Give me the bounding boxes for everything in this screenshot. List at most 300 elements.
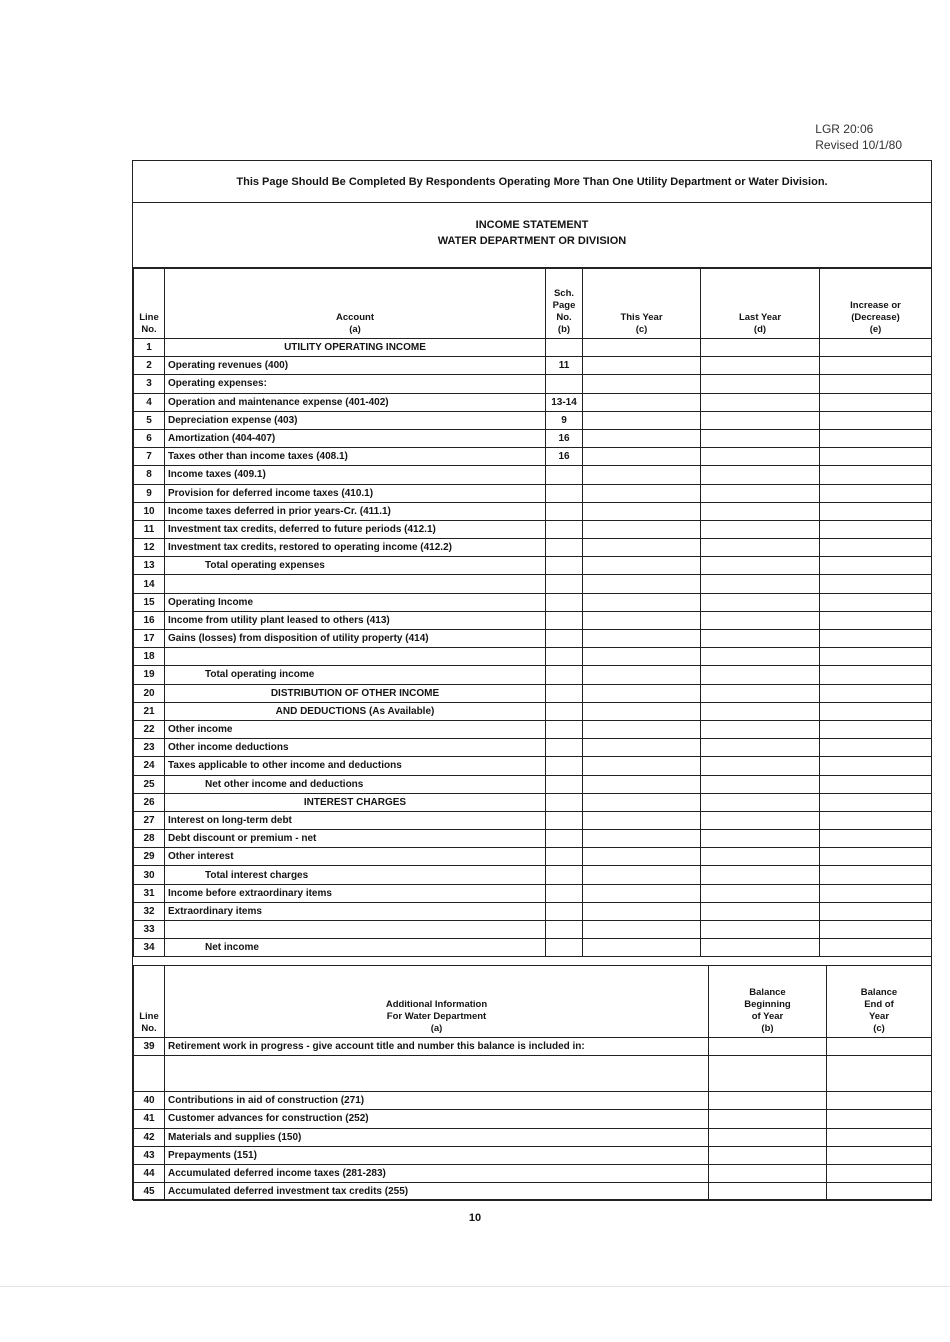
account-cell: Gains (losses) from disposition of utility property (414) [165,630,546,648]
balance-end-cell[interactable] [827,1110,932,1128]
increase-cell[interactable] [820,648,932,666]
account-cell: Depreciation expense (403) [165,411,546,429]
last-year-cell[interactable] [701,630,820,648]
account-cell: Amortization (404-407) [165,429,546,447]
last-year-cell[interactable] [701,921,820,939]
last-year-cell[interactable] [701,848,820,866]
line-number: 1 [134,339,165,357]
table-row [134,357,932,375]
increase-cell[interactable] [820,811,932,829]
table-row [134,848,932,866]
table-row [134,811,932,829]
increase-cell[interactable] [820,339,932,357]
account-cell [165,921,546,939]
last-year-cell[interactable] [701,339,820,357]
line-number: 12 [134,539,165,557]
increase-cell[interactable] [820,484,932,502]
balance-begin-cell[interactable] [709,1128,827,1146]
line-number: 21 [134,702,165,720]
list-item [134,1146,932,1164]
add-col-balance-begin: Balance Beginning of Year (b) [709,966,827,1038]
increase-cell[interactable] [820,357,932,375]
account-cell: Income before extraordinary items [165,884,546,902]
sch-page-cell [546,884,583,902]
table-row [134,666,932,684]
table-row [134,739,932,757]
last-year-cell[interactable] [701,830,820,848]
balance-end-cell[interactable] [827,1183,932,1201]
increase-cell[interactable] [820,702,932,720]
sch-page-cell: 13-14 [546,393,583,411]
this-year-cell[interactable] [583,775,701,793]
sch-page-cell [546,557,583,575]
account-cell: Total operating expenses [165,557,546,575]
sch-page-cell [546,375,583,393]
form-header [815,121,902,153]
this-year-cell[interactable] [583,466,701,484]
account-cell: Other income [165,720,546,738]
this-year-cell[interactable] [583,357,701,375]
last-year-cell[interactable] [701,775,820,793]
line-number: 27 [134,811,165,829]
line-number [134,1056,165,1092]
account-cell [165,575,546,593]
this-year-cell[interactable] [583,739,701,757]
col-last-year: Last Year (d) [701,269,820,339]
this-year-cell[interactable] [583,811,701,829]
add-col-info: Additional Information For Water Department (a) [165,966,709,1038]
table-row [134,411,932,429]
last-year-cell[interactable] [701,593,820,611]
line-number: 9 [134,484,165,502]
balance-end-cell[interactable] [827,1164,932,1182]
table-row [134,702,932,720]
balance-begin-cell[interactable] [709,1164,827,1182]
line-number: 30 [134,866,165,884]
info-cell: Contributions in aid of construction (271) [165,1092,709,1110]
table-row [134,720,932,738]
this-year-cell[interactable] [583,921,701,939]
last-year-cell[interactable] [701,393,820,411]
column-header-row [134,269,932,339]
increase-cell[interactable] [820,720,932,738]
account-cell: Taxes applicable to other income and deductions [165,757,546,775]
last-year-cell[interactable] [701,611,820,629]
this-year-cell[interactable] [583,429,701,447]
sch-page-cell [546,502,583,520]
account-cell: Debt discount or premium - net [165,830,546,848]
statement-title [133,203,931,268]
last-year-cell[interactable] [701,429,820,447]
last-year-cell[interactable] [701,539,820,557]
line-number: 3 [134,375,165,393]
this-year-cell[interactable] [583,648,701,666]
line-number: 31 [134,884,165,902]
increase-cell[interactable] [820,375,932,393]
line-number: 43 [134,1146,165,1164]
increase-cell[interactable] [820,539,932,557]
this-year-cell[interactable] [583,757,701,775]
increase-cell[interactable] [820,611,932,629]
increase-cell[interactable] [820,739,932,757]
last-year-cell[interactable] [701,557,820,575]
balance-begin-cell[interactable] [709,1038,827,1056]
account-cell: Total interest charges [165,866,546,884]
sch-page-cell [546,902,583,920]
col-this-year: This Year (c) [583,269,701,339]
line-number: 11 [134,520,165,538]
table-row [134,775,932,793]
last-year-cell[interactable] [701,448,820,466]
table-row [134,630,932,648]
col-line-no: Line No. [134,269,165,339]
sch-page-cell [546,921,583,939]
page-bottom-rule [0,1286,950,1287]
sch-page-cell [546,702,583,720]
sch-page-cell: 16 [546,429,583,447]
increase-cell[interactable] [820,557,932,575]
sch-page-cell [546,848,583,866]
last-year-cell[interactable] [701,520,820,538]
table-row [134,393,932,411]
increase-cell[interactable] [820,429,932,447]
col-increase-decrease: Increase or (Decrease) (e) [820,269,932,339]
account-cell: Total operating income [165,666,546,684]
last-year-cell[interactable] [701,884,820,902]
account-cell: Operation and maintenance expense (401-402) [165,393,546,411]
info-cell: Retirement work in progress - give account title and number this balance is included in: [165,1038,709,1056]
table-row [134,502,932,520]
balance-end-cell[interactable] [827,1038,932,1056]
table-row [134,793,932,811]
this-year-cell[interactable] [583,720,701,738]
list-item [134,1092,932,1110]
line-number: 26 [134,793,165,811]
this-year-cell[interactable] [583,793,701,811]
this-year-cell[interactable] [583,902,701,920]
sch-page-cell [546,720,583,738]
this-year-cell[interactable] [583,411,701,429]
last-year-cell[interactable] [701,648,820,666]
table-row [134,757,932,775]
this-year-cell[interactable] [583,339,701,357]
table-row [134,484,932,502]
balance-begin-cell[interactable] [709,1110,827,1128]
this-year-cell[interactable] [583,611,701,629]
increase-cell[interactable] [820,793,932,811]
sch-page-cell [546,648,583,666]
instruction-banner: This Page Should Be Completed By Respondents Operating More Than One Utility Department or Water Division. [133,161,931,203]
last-year-cell[interactable] [701,357,820,375]
line-number: 33 [134,921,165,939]
table-row [134,539,932,557]
increase-cell[interactable] [820,921,932,939]
increase-cell[interactable] [820,466,932,484]
account-cell: AND DEDUCTIONS (As Available) [165,702,546,720]
this-year-cell[interactable] [583,557,701,575]
this-year-cell[interactable] [583,866,701,884]
this-year-cell[interactable] [583,593,701,611]
line-number: 28 [134,830,165,848]
last-year-cell[interactable] [701,939,820,957]
list-item [134,1038,932,1056]
title-line-1: INCOME STATEMENT [475,219,589,231]
line-number: 8 [134,466,165,484]
account-cell: Other interest [165,848,546,866]
this-year-cell[interactable] [583,575,701,593]
this-year-cell[interactable] [583,502,701,520]
line-number: 15 [134,593,165,611]
increase-cell[interactable] [820,830,932,848]
last-year-cell[interactable] [701,702,820,720]
additional-information-table [133,965,932,1201]
form-id: LGR 20:06 [815,122,874,136]
increase-cell[interactable] [820,593,932,611]
last-year-cell[interactable] [701,375,820,393]
col-account: Account (a) [165,269,546,339]
line-number: 19 [134,666,165,684]
account-cell: Net income [165,939,546,957]
last-year-cell[interactable] [701,793,820,811]
last-year-cell[interactable] [701,866,820,884]
line-number: 32 [134,902,165,920]
info-cell: Materials and supplies (150) [165,1128,709,1146]
info-cell: Accumulated deferred investment tax credits (255) [165,1183,709,1201]
list-item [134,1056,932,1092]
sch-page-cell [546,684,583,702]
increase-cell[interactable] [820,575,932,593]
table-row [134,375,932,393]
line-number: 13 [134,557,165,575]
last-year-cell[interactable] [701,684,820,702]
last-year-cell[interactable] [701,502,820,520]
title-line-2: WATER DEPARTMENT OR DIVISION [437,235,627,247]
sch-page-cell [546,484,583,502]
increase-cell[interactable] [820,884,932,902]
line-number: 42 [134,1128,165,1146]
sch-page-cell [546,793,583,811]
increase-cell[interactable] [820,448,932,466]
this-year-cell[interactable] [583,393,701,411]
line-number: 23 [134,739,165,757]
line-number: 16 [134,611,165,629]
sch-page-cell [546,339,583,357]
increase-cell[interactable] [820,666,932,684]
last-year-cell[interactable] [701,720,820,738]
sch-page-cell [546,466,583,484]
line-number: 10 [134,502,165,520]
table-row [134,684,932,702]
sch-page-cell [546,939,583,957]
line-number: 7 [134,448,165,466]
account-cell: Operating revenues (400) [165,357,546,375]
line-number: 39 [134,1038,165,1056]
this-year-cell[interactable] [583,539,701,557]
sch-page-cell: 11 [546,357,583,375]
balance-begin-cell[interactable] [709,1092,827,1110]
account-cell: Investment tax credits, restored to operating income (412.2) [165,539,546,557]
line-number: 4 [134,393,165,411]
table-row [134,939,932,957]
last-year-cell[interactable] [701,739,820,757]
table-row [134,830,932,848]
last-year-cell[interactable] [701,902,820,920]
last-year-cell[interactable] [701,411,820,429]
increase-cell[interactable] [820,902,932,920]
line-number: 44 [134,1164,165,1182]
line-number: 40 [134,1092,165,1110]
this-year-cell[interactable] [583,448,701,466]
add-col-balance-end: Balance End of Year (c) [827,966,932,1038]
account-cell: Operating Income [165,593,546,611]
increase-cell[interactable] [820,866,932,884]
sch-page-cell [546,593,583,611]
increase-cell[interactable] [820,684,932,702]
line-number: 6 [134,429,165,447]
list-item [134,1110,932,1128]
table-row [134,866,932,884]
additional-header-row [134,966,932,1038]
account-cell: INTEREST CHARGES [165,793,546,811]
table-row [134,520,932,538]
this-year-cell[interactable] [583,520,701,538]
last-year-cell[interactable] [701,811,820,829]
last-year-cell[interactable] [701,757,820,775]
increase-cell[interactable] [820,848,932,866]
line-number: 20 [134,684,165,702]
table-row [134,557,932,575]
line-number: 18 [134,648,165,666]
line-number: 34 [134,939,165,957]
table-row [134,575,932,593]
increase-cell[interactable] [820,520,932,538]
list-item [134,1183,932,1201]
info-cell: Accumulated deferred income taxes (281-283) [165,1164,709,1182]
line-number: 25 [134,775,165,793]
info-cell: Customer advances for construction (252) [165,1110,709,1128]
list-item [134,1164,932,1182]
line-number: 14 [134,575,165,593]
increase-cell[interactable] [820,393,932,411]
account-cell: Income from utility plant leased to others (413) [165,611,546,629]
table-row [134,339,932,357]
line-number: 45 [134,1183,165,1201]
this-year-cell[interactable] [583,939,701,957]
balance-end-cell[interactable] [827,1056,932,1092]
account-cell: Extraordinary items [165,902,546,920]
sch-page-cell [546,520,583,538]
this-year-cell[interactable] [583,884,701,902]
table-row [134,466,932,484]
col-sch-page: Sch. Page No. (b) [546,269,583,339]
table-row [134,648,932,666]
this-year-cell[interactable] [583,375,701,393]
last-year-cell[interactable] [701,484,820,502]
line-number: 22 [134,720,165,738]
balance-end-cell[interactable] [827,1092,932,1110]
line-number: 5 [134,411,165,429]
info-cell [165,1056,709,1092]
table-row [134,611,932,629]
sch-page-cell [546,575,583,593]
line-number: 41 [134,1110,165,1128]
table-row [134,448,932,466]
sch-page-cell [546,611,583,629]
sch-page-cell [546,630,583,648]
balance-begin-cell[interactable] [709,1183,827,1201]
increase-cell[interactable] [820,411,932,429]
account-cell: Operating expenses: [165,375,546,393]
sch-page-cell: 9 [546,411,583,429]
sch-page-cell [546,866,583,884]
account-cell: UTILITY OPERATING INCOME [165,339,546,357]
account-cell: Interest on long-term debt [165,811,546,829]
income-statement-table [133,268,932,957]
account-cell: Other income deductions [165,739,546,757]
increase-cell[interactable] [820,502,932,520]
table-row [134,884,932,902]
account-cell: Net other income and deductions [165,775,546,793]
sch-page-cell [546,539,583,557]
account-cell: Income taxes deferred in prior years-Cr. (411.1) [165,502,546,520]
increase-cell[interactable] [820,630,932,648]
account-cell: Taxes other than income taxes (408.1) [165,448,546,466]
page-number: 10 [468,1212,482,1224]
line-number: 29 [134,848,165,866]
table-row [134,593,932,611]
last-year-cell[interactable] [701,575,820,593]
this-year-cell[interactable] [583,702,701,720]
sch-page-cell [546,757,583,775]
account-cell: DISTRIBUTION OF OTHER INCOME [165,684,546,702]
increase-cell[interactable] [820,757,932,775]
sch-page-cell: 16 [546,448,583,466]
line-number: 24 [134,757,165,775]
balance-begin-cell[interactable] [709,1146,827,1164]
increase-cell[interactable] [820,775,932,793]
this-year-cell[interactable] [583,684,701,702]
list-item [134,1128,932,1146]
this-year-cell[interactable] [583,484,701,502]
this-year-cell[interactable] [583,630,701,648]
line-number: 17 [134,630,165,648]
balance-begin-cell[interactable] [709,1056,827,1092]
sch-page-cell [546,775,583,793]
balance-end-cell[interactable] [827,1128,932,1146]
info-cell: Prepayments (151) [165,1146,709,1164]
account-cell: Investment tax credits, deferred to future periods (412.1) [165,520,546,538]
sch-page-cell [546,666,583,684]
last-year-cell[interactable] [701,666,820,684]
increase-cell[interactable] [820,939,932,957]
sch-page-cell [546,830,583,848]
add-col-line-no: Line No. [134,966,165,1038]
table-row [134,902,932,920]
sch-page-cell [546,739,583,757]
table-row [134,429,932,447]
sch-page-cell [546,811,583,829]
this-year-cell[interactable] [583,848,701,866]
account-cell [165,648,546,666]
line-number: 2 [134,357,165,375]
table-row [134,921,932,939]
last-year-cell[interactable] [701,466,820,484]
this-year-cell[interactable] [583,830,701,848]
this-year-cell[interactable] [583,666,701,684]
balance-end-cell[interactable] [827,1146,932,1164]
account-cell: Income taxes (409.1) [165,466,546,484]
revised-date: Revised 10/1/80 [815,138,902,152]
